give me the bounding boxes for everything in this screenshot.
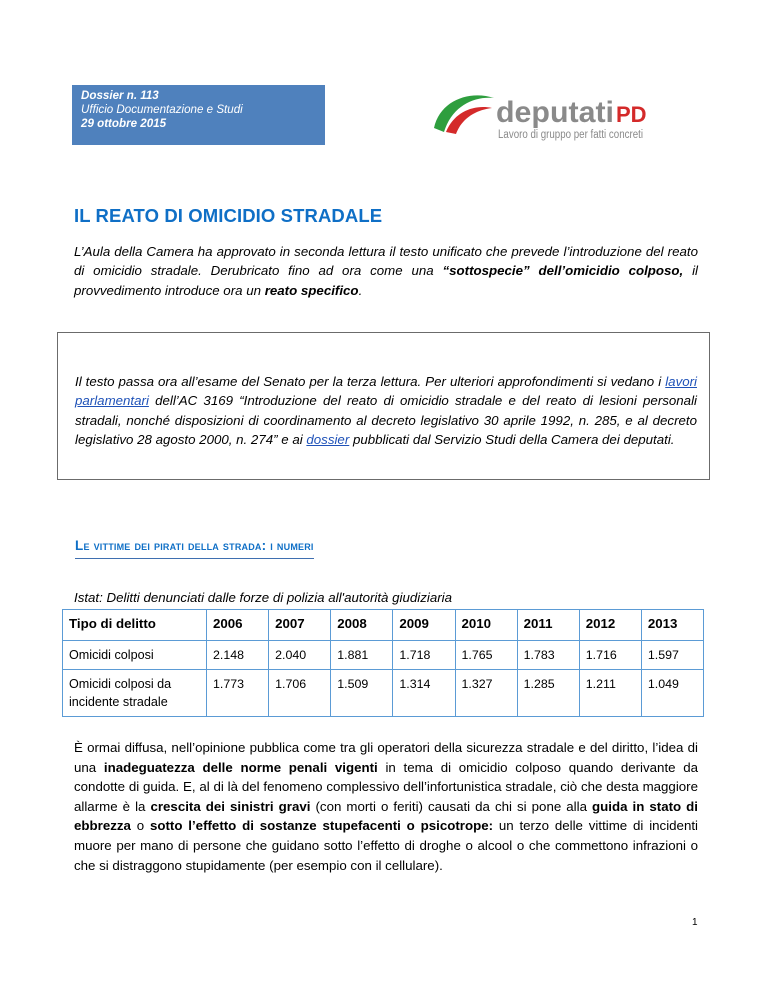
table-header-row	[63, 610, 704, 641]
table-cell: 1.706	[269, 670, 331, 717]
table-header-cell: 2013	[641, 610, 703, 641]
dossier-info-box	[72, 85, 325, 145]
table-cell: 1.211	[579, 670, 641, 717]
body-paragraph: È ormai diffusa, nell’opinione pubblica come tra gli operatori della sicurezza stradale e del diritto, l’idea di una inadeguatezza delle norme penali vigenti in tema di omicidio colposo quando derivante da condotte di guida. E, al di là del fenomeno complessivo dell’infortunistica stradale, ciò che desta maggiore allarme è la crescita dei sinistri gravi (con morti o feriti) causati da chi si pone alla guida in stato di ebbrezza o sotto l’effetto di sostanze stupefacenti o psicotrope: un terzo delle vittime di incidenti muore per mano di persone che guidano sotto l’effetto di droghe o alcool o che commettono infrazioni o che si distraggono stupidamente (per esempio con il cellulare).	[74, 740, 699, 873]
table-cell: 1.773	[207, 670, 269, 717]
table-row	[63, 641, 704, 670]
table-cell: 1.783	[517, 641, 579, 670]
crime-statistics-table	[62, 609, 704, 717]
table-cell: 1.597	[641, 641, 703, 670]
table-cell: 1.327	[455, 670, 517, 717]
table-cell: 1.049	[641, 670, 703, 717]
table-cell: 1.509	[331, 670, 393, 717]
intro-paragraph: L’Aula della Camera ha approvato in seconda lettura il testo unificato che prevede l’introduzione del reato di omicidio stradale. Derubricato fino ad ora come una “sottospecie” dell’omicidio colposo, il provvedimento introduce ora un reato specifico.	[74, 244, 699, 298]
table-row-label: Omicidi colposi	[63, 641, 207, 670]
table-caption: Istat: Delitti denunciati dalle forze di polizia all'autorità giudiziaria	[74, 590, 453, 605]
lavori-parlamentari-link[interactable]: lavori parlamentari	[75, 374, 697, 409]
table-header-cell: 2012	[579, 610, 641, 641]
table-row	[63, 670, 704, 717]
table-row-label: Omicidi colposi da incidente stradale	[63, 670, 207, 717]
logo-pd-mark: PD	[616, 102, 647, 127]
table-cell: 2.148	[207, 641, 269, 670]
dossier-number: Dossier n. 113	[81, 89, 159, 102]
table-header-cell: 2011	[517, 610, 579, 641]
table-cell: 1.881	[331, 641, 393, 670]
table-header-cell: 2006	[207, 610, 269, 641]
section-heading: Le vittime dei pirati della strada: i numeri	[75, 538, 314, 553]
logo-tagline: Lavoro di gruppo per fatti concreti	[498, 129, 643, 141]
dossier-date: 29 ottobre 2015	[81, 117, 167, 131]
dossier-link[interactable]: dossier	[306, 432, 350, 448]
table-header-cell: 2007	[269, 610, 331, 641]
table-cell: 1.765	[455, 641, 517, 670]
table-cell: 1.314	[393, 670, 455, 717]
page-title: IL REATO DI OMICIDIO STRADALE	[74, 205, 383, 226]
table-cell: 1.718	[393, 641, 455, 670]
office-name: Ufficio Documentazione e Studi	[81, 103, 243, 117]
logo-wordmark: deputati	[496, 96, 614, 129]
note-paragraph: Il testo passa ora all’esame del Senato per la terza lettura. Per ulteriori approfondimenti si vedano i lavori parlamentari dell’AC 3169 “Introduzione del reato di omicidio stradale e del reato di lesioni personali stradali, nonché disposizioni di coordinamento al decreto legislativo 30 aprile 1992, n. 285, e al decreto legislativo 28 agosto 2000, n. 274” e ai dossier pubblicati dal Servizio Studi della Camera dei deputati.	[75, 374, 697, 448]
table-header-cell: 2008	[331, 610, 393, 641]
table-cell: 1.716	[579, 641, 641, 670]
page-number: 1	[692, 917, 698, 928]
table-header-cell: Tipo di delitto	[63, 610, 207, 641]
table-cell: 1.285	[517, 670, 579, 717]
table-cell: 2.040	[269, 641, 331, 670]
table-header-cell: 2009	[393, 610, 455, 641]
table-header-cell: 2010	[455, 610, 517, 641]
deputati-pd-logo	[430, 86, 650, 150]
